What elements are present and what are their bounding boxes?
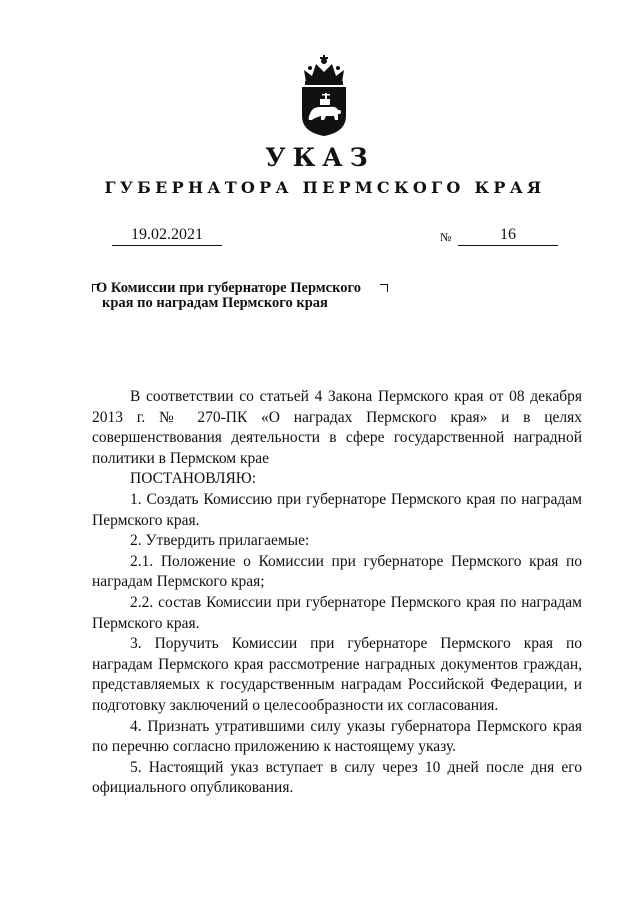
coat-of-arms-icon (296, 52, 352, 138)
clause-2-2: 2.2. состав Комиссии при губернаторе Пермского края по наградам Пермского края. (92, 593, 582, 632)
document-date: 19.02.2021 (112, 226, 222, 246)
clause-2: 2. Утвердить прилагаемые: (130, 532, 310, 550)
issuer-subtitle: ГУБЕРНАТОРА ПЕРМСКОГО КРАЯ (104, 178, 546, 197)
clause-5: 5. Настоящий указ вступает в силу через 10 дней после дня его официального опубликования. (92, 758, 582, 797)
document-body (92, 387, 582, 799)
clause-1: 1. Создать Комиссию при губернаторе Пермского края по наградам Пермского края. (92, 490, 582, 529)
clause-4: 4. Признать утратившими силу указы губернатора Пермского края по перечню согласно приложению к настоящему указу. (92, 717, 582, 756)
clause-2-1: 2.1. Положение о Комиссии при губернаторе Пермского края по наградам Пермского края; (92, 552, 582, 591)
document-number: 16 (458, 226, 558, 246)
subject-line-2: края по наградам Пермского края (102, 295, 328, 311)
clause-3: 3. Поручить Комиссии при губернаторе Пермского края по наградам Пермского края рассмотрение наградных документов граждан, представляемых к государственным наградам Российской Федерации, и подготовку заключений о целесообразности их согласования. (92, 635, 582, 714)
document-type-title: УКАЗ (265, 143, 375, 172)
preamble-paragraph: В соответствии со статьей 4 Закона Пермского края от 08 декабря 2013 г. № 270-ПК «О наградах Пермского края» и в целях совершенствования деятельности в сфере государственной наградной политики в Пермском крае (92, 388, 582, 467)
number-sign: № (440, 230, 452, 244)
subject-line-1: О Комиссии при губернаторе Пермского (96, 280, 362, 296)
decree-word: ПОСТАНОВЛЯЮ: (130, 470, 257, 488)
document-subject (96, 281, 416, 311)
